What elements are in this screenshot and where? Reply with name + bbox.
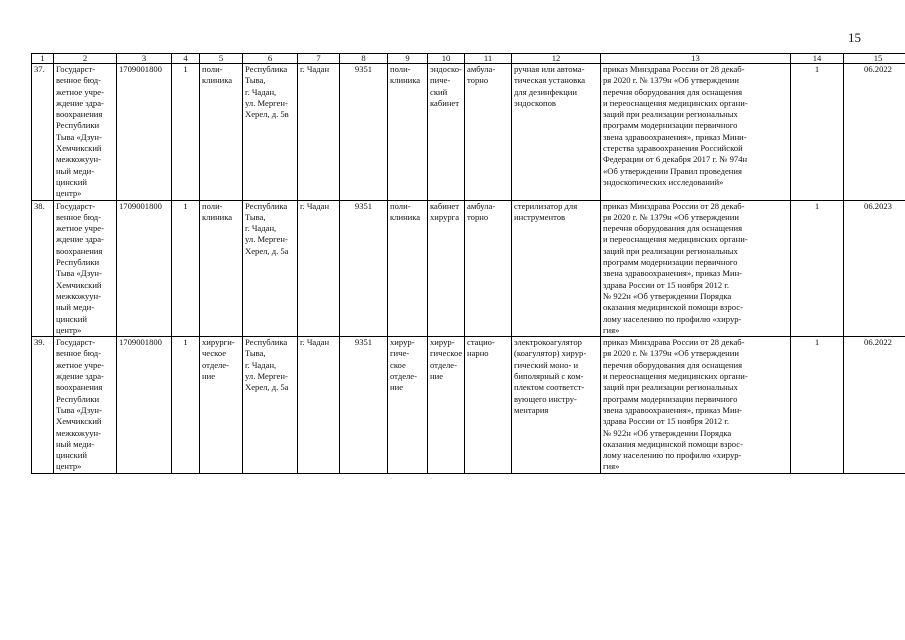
basis-cell: приказ Минздрава России от 28 декаб- ря 2020 г. № 1379н «Об утверждении перечня оборудования для оснащения и переоснащения медицинских органи- заций при реализации региональных программ модернизации первичного звена здравоохранения», приказ Мин- здрава России от 15 ноября 2012 г. № 922н «Об утверждении Порядка оказания медицинской помощи взрос- лому населению по профилю «хирур- гия» — [601, 200, 791, 337]
equipment-cell: стерилизатор для инструментов — [512, 200, 601, 337]
table-row — [32, 200, 905, 337]
city-cell: г. Чадан — [298, 337, 340, 474]
column-header: 11 — [465, 54, 512, 64]
code-cell: 1709001800 — [117, 64, 172, 201]
date-cell: 06.2022 — [844, 337, 905, 474]
care-mode-cell: стацио- нарно — [465, 337, 512, 474]
unit-cell: хирур- гиче- ское отделе- ние — [388, 337, 428, 474]
date-cell: 06.2022 — [844, 64, 905, 201]
organization-cell: Государст- венное бюд- жетное учре- ждение здра- воохранения Республики Тыва «Дзун- Хемчикский межкожуун- ный меди- цинский центр» — [54, 64, 117, 201]
column-header: 12 — [512, 54, 601, 64]
facility-type-cell: поли- клиника — [200, 64, 243, 201]
column-header: 4 — [172, 54, 200, 64]
table-row — [32, 337, 905, 474]
address-cell: Республика Тыва, г. Чадан, ул. Мерген- Херел, д. 5в — [243, 64, 298, 201]
column-header: 1 — [32, 54, 54, 64]
code2-cell: 9351 — [340, 337, 388, 474]
column-header: 14 — [791, 54, 844, 64]
column-header: 9 — [388, 54, 428, 64]
row-number: 38. — [32, 200, 54, 337]
equipment-cell: ручная или автома- тическая установка для дезинфекции эндоскопов — [512, 64, 601, 201]
facility-type-cell: поли- клиника — [200, 200, 243, 337]
cabinet-cell: кабинет хирурга — [428, 200, 465, 337]
column-header: 8 — [340, 54, 388, 64]
equipment-table — [31, 53, 905, 474]
code2-cell: 9351 — [340, 200, 388, 337]
basis-cell: приказ Минздрава России от 28 декаб- ря 2020 г. № 1379н «Об утверждении перечня оборудования для оснащения и переоснащения медицинских органи- заций при реализации региональных программ модернизации первичного звена здравоохранения», приказ Мини- стерства здравоохранения Российской Федерации от 6 декабря 2017 г. № 974н «Об утверждении Правил проведения эндоскопических исследований» — [601, 64, 791, 201]
header-row — [32, 54, 905, 64]
equipment-cell: электрокоагулятор (коагулятор) хирур- гический моно- и биполярный с ком- плектом соответст- вующего инстру- ментария — [512, 337, 601, 474]
date-cell: 06.2023 — [844, 200, 905, 337]
city-cell: г. Чадан — [298, 200, 340, 337]
cabinet-cell: эндоско- пиче- ский кабинет — [428, 64, 465, 201]
column-header: 5 — [200, 54, 243, 64]
care-mode-cell: амбула- торно — [465, 64, 512, 201]
organization-cell: Государст- венное бюд- жетное учре- ждение здра- воохранения Республики Тыва «Дзун- Хемчикский межкожуун- ный меди- цинский центр» — [54, 337, 117, 474]
row-number: 39. — [32, 337, 54, 474]
unit-cell: поли- клиника — [388, 64, 428, 201]
column-header: 13 — [601, 54, 791, 64]
column-header: 2 — [54, 54, 117, 64]
column-header: 15 — [844, 54, 905, 64]
count-cell: 1 — [172, 64, 200, 201]
address-cell: Республика Тыва, г. Чадан, ул. Мерген- Херел, д. 5а — [243, 337, 298, 474]
care-mode-cell: амбула- торно — [465, 200, 512, 337]
quantity-cell: 1 — [791, 200, 844, 337]
count-cell: 1 — [172, 337, 200, 474]
basis-cell: приказ Минздрава России от 28 декаб- ря 2020 г. № 1379н «Об утверждении перечня оборудования для оснащения и переоснащения медицинских органи- заций при реализации региональных программ модернизации первичного звена здравоохранения», приказ Мин- здрава России от 15 ноября 2012 г. № 922н «Об утверждении Порядка оказания медицинской помощи взрос- лому населению по профилю «хирур- гия» — [601, 337, 791, 474]
facility-type-cell: хирурги- ческое отделе- ние — [200, 337, 243, 474]
count-cell: 1 — [172, 200, 200, 337]
organization-cell: Государст- венное бюд- жетное учре- ждение здра- воохранения Республики Тыва «Дзун- Хемчикский межкожуун- ный меди- цинский центр» — [54, 200, 117, 337]
city-cell: г. Чадан — [298, 64, 340, 201]
table-row — [32, 64, 905, 201]
code2-cell: 9351 — [340, 64, 388, 201]
code-cell: 1709001800 — [117, 200, 172, 337]
quantity-cell: 1 — [791, 337, 844, 474]
column-header: 3 — [117, 54, 172, 64]
unit-cell: поли- клиника — [388, 200, 428, 337]
column-header: 7 — [298, 54, 340, 64]
page-number: 15 — [848, 30, 861, 45]
quantity-cell: 1 — [791, 64, 844, 201]
row-number: 37. — [32, 64, 54, 201]
address-cell: Республика Тыва, г. Чадан, ул. Мерген- Херел, д. 5а — [243, 200, 298, 337]
column-header: 6 — [243, 54, 298, 64]
cabinet-cell: хирур- гическое отделе- ние — [428, 337, 465, 474]
code-cell: 1709001800 — [117, 337, 172, 474]
column-header: 10 — [428, 54, 465, 64]
